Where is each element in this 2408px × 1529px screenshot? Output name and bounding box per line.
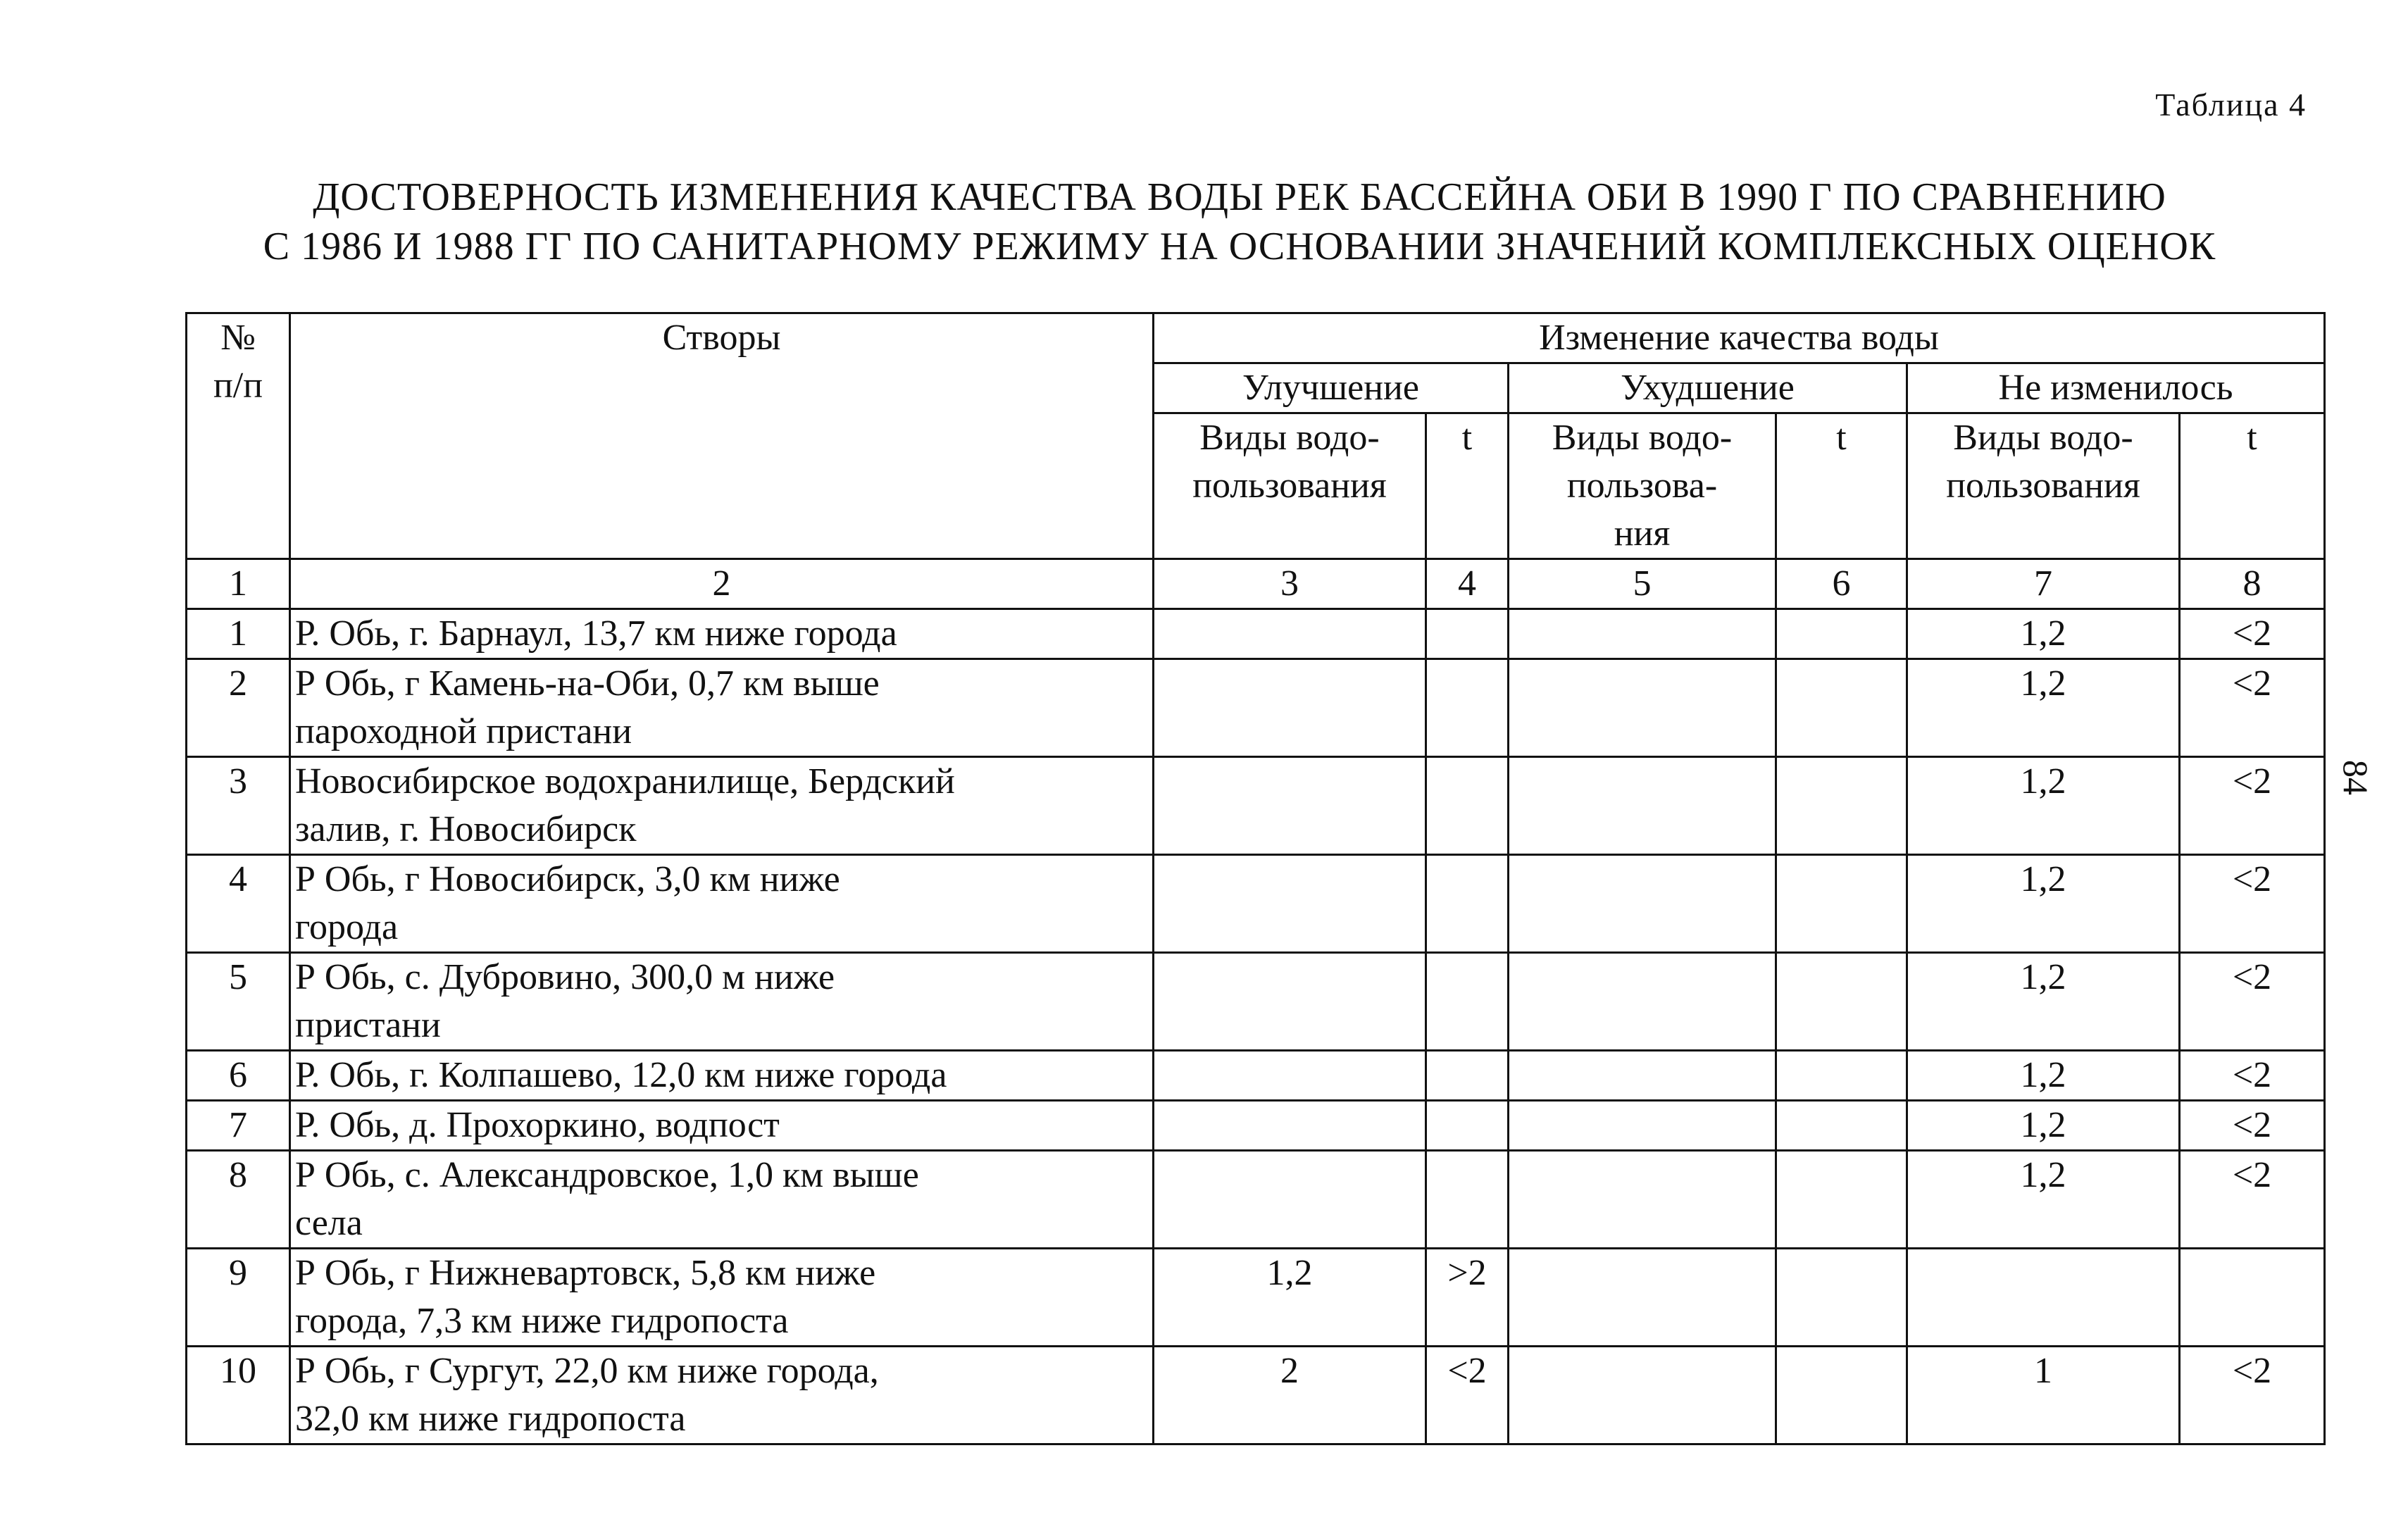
unchanged-t: <2 — [2180, 609, 2325, 659]
table-row — [187, 855, 2325, 953]
row-number: 3 — [187, 757, 290, 855]
deterioration-uses — [1509, 1347, 1776, 1444]
unchanged-uses: 1,2 — [1907, 953, 2180, 1051]
improvement-t — [1426, 1101, 1509, 1151]
deterioration-t — [1776, 953, 1907, 1051]
column-number: 7 — [1907, 559, 2180, 609]
header-unchanged: Не изменилось — [1907, 363, 2325, 413]
improvement-t — [1426, 1151, 1509, 1249]
site-name: Р Обь, г Камень-на-Оби, 0,7 км выше пароходной пристани — [290, 659, 1154, 757]
header-improvement: Улучшение — [1154, 363, 1509, 413]
header-deterioration: Ухудшение — [1509, 363, 1907, 413]
unchanged-t: <2 — [2180, 1151, 2325, 1249]
page-number: 84 — [2336, 760, 2376, 795]
site-name: Р Обь, г Сургут, 22,0 км ниже города, 32,0 км ниже гидропоста — [290, 1347, 1154, 1444]
column-number: 2 — [290, 559, 1154, 609]
deterioration-uses — [1509, 1249, 1776, 1347]
improvement-uses: 1,2 — [1154, 1249, 1426, 1347]
table-row — [187, 1347, 2325, 1444]
improvement-uses — [1154, 855, 1426, 953]
header-stvory: Створы — [290, 313, 1154, 559]
row-number: 8 — [187, 1151, 290, 1249]
deterioration-uses — [1509, 953, 1776, 1051]
unchanged-uses — [1907, 1249, 2180, 1347]
column-number: 6 — [1776, 559, 1907, 609]
row-number: 9 — [187, 1249, 290, 1347]
unchanged-uses: 1,2 — [1907, 1051, 2180, 1101]
deterioration-t — [1776, 855, 1907, 953]
title-line-1: ДОСТОВЕРНОСТЬ ИЗМЕНЕНИЯ КАЧЕСТВА ВОДЫ РЕК БАССЕЙНА ОБИ В 1990 Г ПО СРАВНЕНИЮ — [313, 175, 2166, 219]
deterioration-t — [1776, 1151, 1907, 1249]
unchanged-uses: 1,2 — [1907, 659, 2180, 757]
improvement-uses — [1154, 659, 1426, 757]
improvement-uses — [1154, 757, 1426, 855]
column-number: 5 — [1509, 559, 1776, 609]
table-row — [187, 659, 2325, 757]
water-quality-table — [185, 312, 2326, 1445]
header-t-improvement: t — [1426, 413, 1509, 559]
document-title — [162, 173, 2317, 271]
improvement-uses: 2 — [1154, 1347, 1426, 1444]
column-number: 1 — [187, 559, 290, 609]
site-name: Р. Обь, г. Барнаул, 13,7 км ниже города — [290, 609, 1154, 659]
row-number: 7 — [187, 1101, 290, 1151]
deterioration-uses — [1509, 1101, 1776, 1151]
improvement-t — [1426, 609, 1509, 659]
site-name: Р. Обь, д. Прохоркино, водпост — [290, 1101, 1154, 1151]
unchanged-t: <2 — [2180, 659, 2325, 757]
improvement-uses — [1154, 1151, 1426, 1249]
improvement-t — [1426, 1051, 1509, 1101]
deterioration-uses — [1509, 659, 1776, 757]
deterioration-t — [1776, 1101, 1907, 1151]
row-number: 6 — [187, 1051, 290, 1101]
improvement-t: <2 — [1426, 1347, 1509, 1444]
deterioration-uses — [1509, 855, 1776, 953]
improvement-uses — [1154, 609, 1426, 659]
deterioration-t — [1776, 659, 1907, 757]
improvement-t — [1426, 757, 1509, 855]
improvement-uses — [1154, 953, 1426, 1051]
column-number-row — [187, 559, 2325, 609]
improvement-uses — [1154, 1101, 1426, 1151]
improvement-t — [1426, 855, 1509, 953]
header-quality-change: Изменение качества воды — [1154, 313, 2325, 363]
column-number: 4 — [1426, 559, 1509, 609]
site-name: Р. Обь, г. Колпашево, 12,0 км ниже города — [290, 1051, 1154, 1101]
header-uses-improvement: Виды водо- пользования — [1154, 413, 1426, 559]
table-row — [187, 1249, 2325, 1347]
unchanged-t — [2180, 1249, 2325, 1347]
unchanged-uses: 1,2 — [1907, 1151, 2180, 1249]
site-name: Р Обь, г Новосибирск, 3,0 км ниже города — [290, 855, 1154, 953]
improvement-uses — [1154, 1051, 1426, 1101]
row-number: 4 — [187, 855, 290, 953]
deterioration-t — [1776, 1051, 1907, 1101]
table-label: Таблица 4 — [2155, 87, 2307, 123]
unchanged-uses: 1 — [1907, 1347, 2180, 1444]
unchanged-t: <2 — [2180, 757, 2325, 855]
deterioration-uses — [1509, 1051, 1776, 1101]
table-row — [187, 757, 2325, 855]
header-t-unchanged: t — [2180, 413, 2325, 559]
header-t-deterioration: t — [1776, 413, 1907, 559]
row-number: 1 — [187, 609, 290, 659]
deterioration-uses — [1509, 1151, 1776, 1249]
header-uses-deterioration: Виды водо- пользова- ния — [1509, 413, 1776, 559]
unchanged-t: <2 — [2180, 1347, 2325, 1444]
unchanged-t: <2 — [2180, 1101, 2325, 1151]
deterioration-t — [1776, 1249, 1907, 1347]
site-name: Р Обь, с. Дубровино, 300,0 м ниже пристани — [290, 953, 1154, 1051]
unchanged-uses: 1,2 — [1907, 609, 2180, 659]
table-row — [187, 953, 2325, 1051]
table-row — [187, 1101, 2325, 1151]
unchanged-uses: 1,2 — [1907, 855, 2180, 953]
table-row — [187, 1051, 2325, 1101]
improvement-t — [1426, 659, 1509, 757]
deterioration-uses — [1509, 757, 1776, 855]
improvement-t — [1426, 953, 1509, 1051]
column-number: 8 — [2180, 559, 2325, 609]
unchanged-uses: 1,2 — [1907, 1101, 2180, 1151]
unchanged-t: <2 — [2180, 953, 2325, 1051]
header-num: № п/п — [187, 313, 290, 559]
unchanged-t: <2 — [2180, 1051, 2325, 1101]
table-row — [187, 609, 2325, 659]
deterioration-uses — [1509, 609, 1776, 659]
site-name: Новосибирское водохранилище, Бердский залив, г. Новосибирск — [290, 757, 1154, 855]
deterioration-t — [1776, 609, 1907, 659]
row-number: 10 — [187, 1347, 290, 1444]
unchanged-t: <2 — [2180, 855, 2325, 953]
improvement-t: >2 — [1426, 1249, 1509, 1347]
title-line-2: С 1986 И 1988 ГГ ПО САНИТАРНОМУ РЕЖИМУ НА ОСНОВАНИИ ЗНАЧЕНИЙ КОМПЛЕКСНЫХ ОЦЕНОК — [263, 225, 2216, 268]
site-name: Р Обь, с. Александровское, 1,0 км выше села — [290, 1151, 1154, 1249]
column-number: 3 — [1154, 559, 1426, 609]
header-uses-unchanged: Виды водо- пользования — [1907, 413, 2180, 559]
deterioration-t — [1776, 757, 1907, 855]
table-row — [187, 1151, 2325, 1249]
unchanged-uses: 1,2 — [1907, 757, 2180, 855]
deterioration-t — [1776, 1347, 1907, 1444]
row-number: 2 — [187, 659, 290, 757]
site-name: Р Обь, г Нижневартовск, 5,8 км ниже города, 7,3 км ниже гидропоста — [290, 1249, 1154, 1347]
row-number: 5 — [187, 953, 290, 1051]
